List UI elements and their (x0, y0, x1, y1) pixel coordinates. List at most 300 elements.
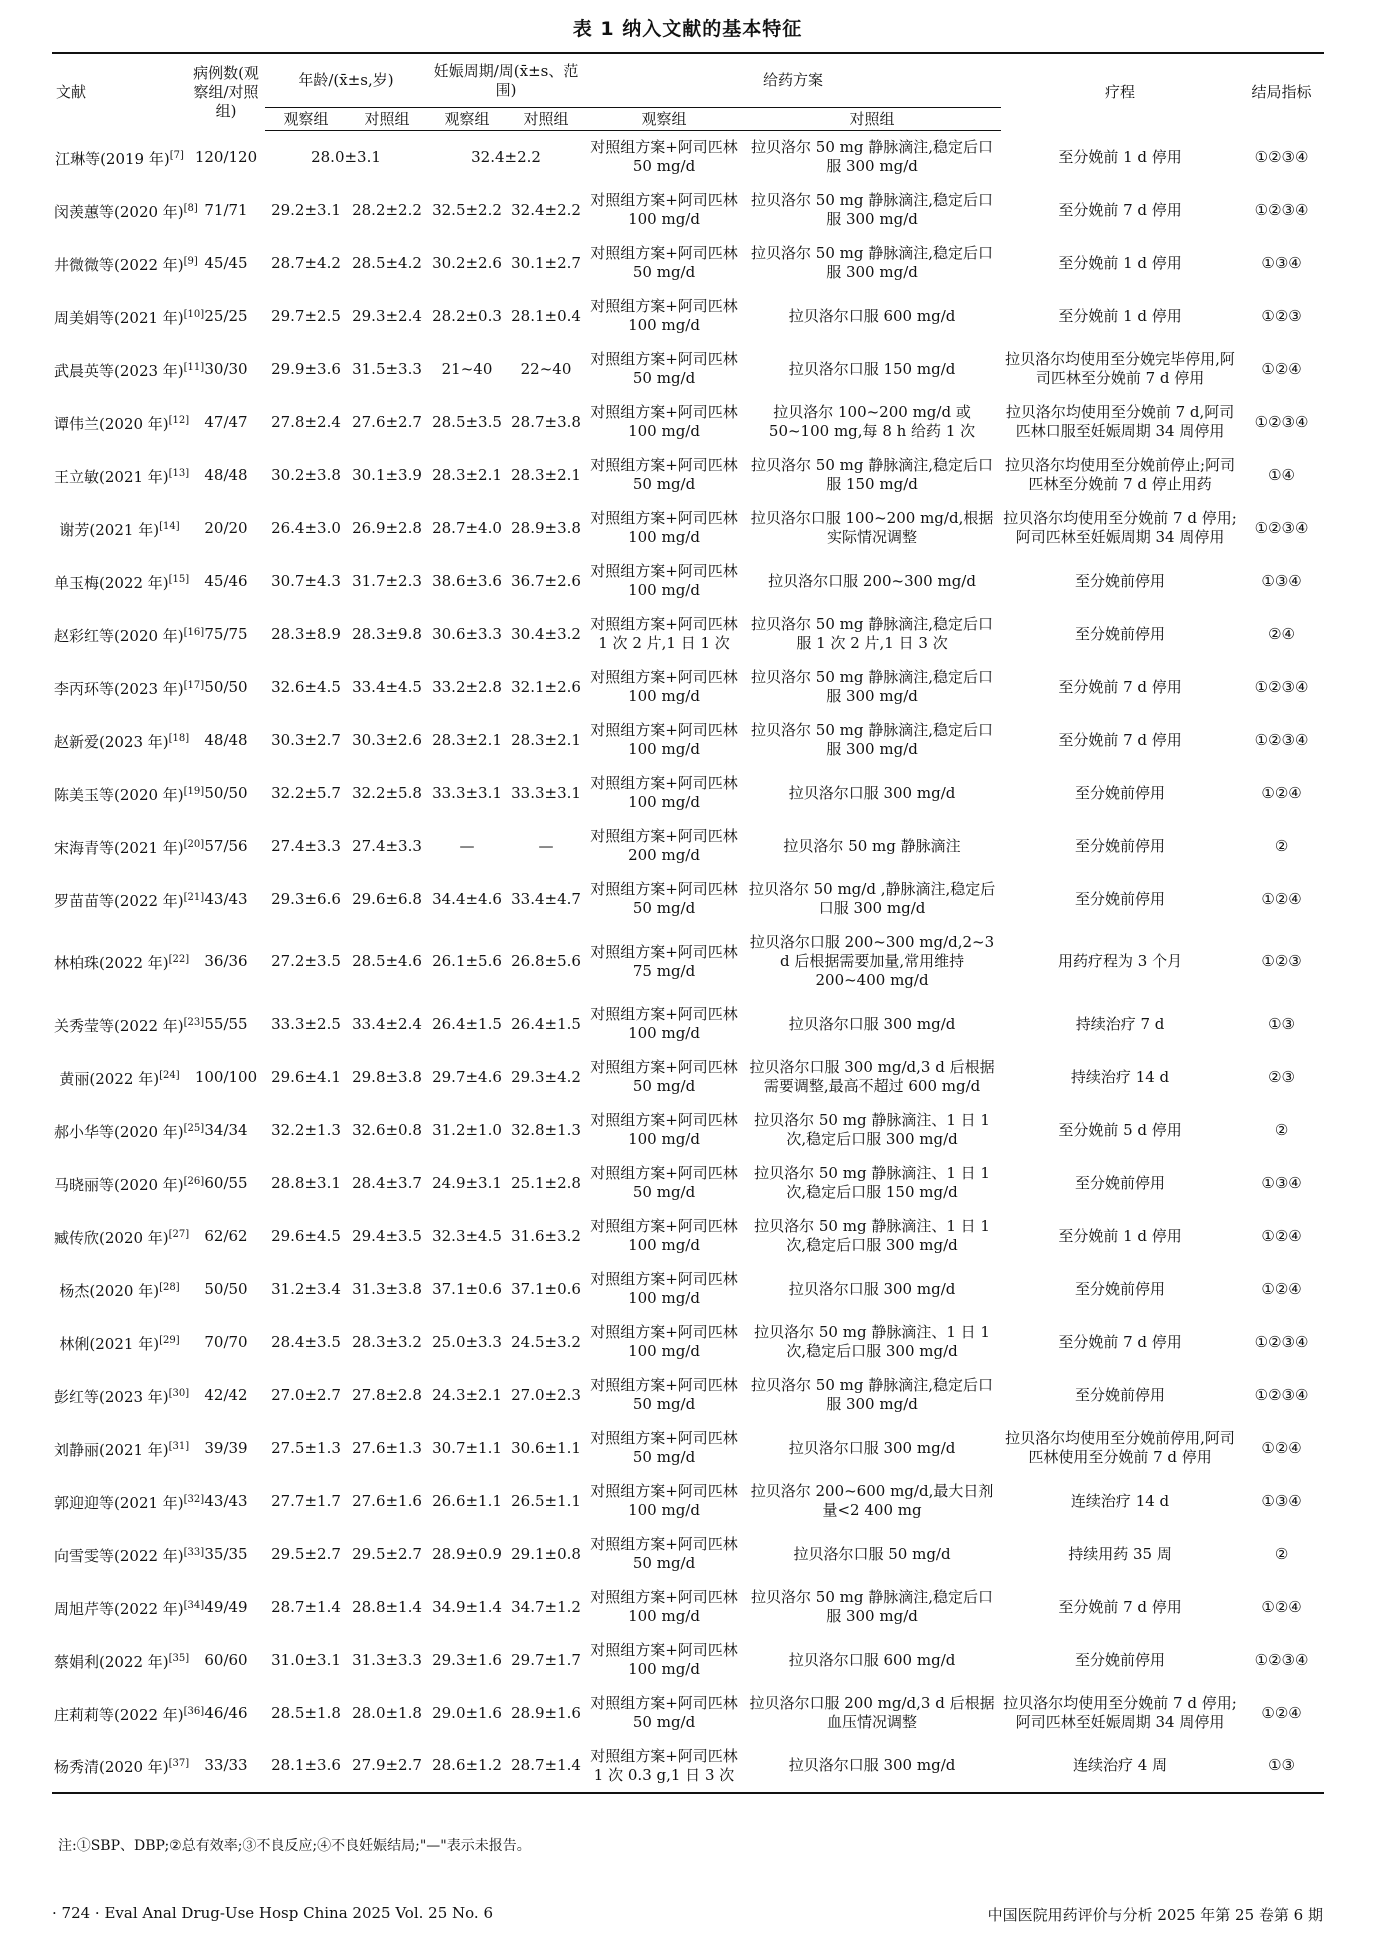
ref-citation: [37] (168, 1758, 190, 1769)
gest-ctrl-cell: 26.5±1.1 (511, 1491, 581, 1510)
ref-name: 王立敏(2021 年) (54, 467, 169, 486)
course-cell: 至分娩前停用 (1075, 1279, 1166, 1298)
ref-name: 杨杰(2020 年) (59, 1281, 160, 1300)
outcome-cell: ①②③④ (1254, 730, 1309, 749)
table-row (52, 502, 1324, 555)
outcome-cell: ①②④ (1261, 1703, 1302, 1722)
ref-cell (52, 1740, 190, 1793)
ref-name: 宋海青等(2021 年) (54, 838, 184, 857)
ref-name: 关秀莹等(2022 年) (54, 1016, 184, 1035)
regimen-obs-cell: 对照组方案+阿司匹林 100 mg/d (590, 562, 738, 599)
ref-name: 单玉梅(2022 年) (54, 573, 169, 592)
regimen-ctrl-cell: 拉贝洛尔口服 200 mg/d,3 d 后根据血压情况调整 (749, 1694, 995, 1731)
gest-obs-cell: 30.6±3.3 (432, 624, 502, 643)
cases-cell: 42/42 (204, 1385, 248, 1404)
table-row (52, 873, 1324, 926)
gest-obs-cell: 32.5±2.2 (432, 200, 502, 219)
age-ctrl-cell: 27.6±1.3 (352, 1438, 422, 1457)
age-obs-cell: 28.7±4.2 (271, 253, 341, 272)
table-row (52, 184, 1324, 237)
regimen-obs-cell: 对照组方案+阿司匹林 100 mg/d (590, 1005, 738, 1042)
age-ctrl-cell: 29.5±2.7 (352, 1544, 422, 1563)
characteristics-table (52, 52, 1324, 1794)
cases-cell: 45/45 (204, 253, 248, 272)
gest-obs-cell: 28.3±2.1 (432, 465, 502, 484)
age-ctrl-cell: 29.3±2.4 (352, 306, 422, 325)
regimen-obs-cell: 对照组方案+阿司匹林 50 mg/d (590, 880, 738, 917)
course-cell: 拉贝洛尔均使用至分娩前停止;阿司匹林至分娩前 7 d 停止用药 (1005, 456, 1236, 493)
outcome-cell: ①②③ (1261, 952, 1302, 970)
outcome-cell: ①②③④ (1254, 412, 1309, 431)
table-row (52, 820, 1324, 873)
regimen-obs-cell: 对照组方案+阿司匹林 100 mg/d (590, 721, 738, 758)
regimen-ctrl-cell: 拉贝洛尔口服 600 mg/d (788, 1650, 956, 1669)
gest-ctrl-cell: 30.1±2.7 (511, 253, 581, 272)
header-regimen-ctrl: 对照组 (743, 108, 1001, 131)
ref-citation: [22] (168, 954, 190, 965)
ref-cell (52, 873, 205, 926)
ref-citation: [25] (183, 1122, 205, 1134)
regimen-ctrl-cell: 拉贝洛尔 50 mg 静脉滴注,稳定后口服 300 mg/d (751, 668, 994, 705)
ref-cell (52, 290, 205, 343)
gest-ctrl-cell: 29.1±0.8 (511, 1544, 581, 1563)
age-obs-cell: 29.9±3.6 (271, 359, 341, 378)
course-cell: 至分娩前停用 (1075, 571, 1166, 590)
table-row (52, 1051, 1324, 1104)
course-cell: 连续治疗 4 周 (1001, 1740, 1239, 1793)
regimen-ctrl-cell: 拉贝洛尔口服 300 mg/d (788, 783, 956, 802)
table-row (52, 1104, 1324, 1157)
gest-ctrl-cell: 29.3±4.2 (511, 1067, 581, 1086)
ref-cell (52, 661, 205, 714)
outcome-cell: ①③ (1239, 1740, 1324, 1793)
cases-cell: 57/56 (204, 836, 248, 855)
regimen-obs-cell: 对照组方案+阿司匹林 100 mg/d (590, 191, 738, 228)
ref-name: 武晨英等(2023 年) (54, 361, 184, 380)
regimen-ctrl-cell: 拉贝洛尔 50 mg 静脉滴注,稳定后口服 1 次 2 片,1 日 3 次 (751, 615, 994, 652)
outcome-cell: ①②③④ (1254, 147, 1309, 166)
ref-name: 井微微等(2022 年) (54, 255, 184, 274)
age-ctrl-cell: 28.4±3.7 (352, 1173, 422, 1192)
outcome-cell: ② (1274, 1120, 1289, 1139)
ref-citation: [23] (183, 1016, 205, 1028)
gest-obs-cell: 26.6±1.1 (432, 1491, 502, 1510)
ref-cell (52, 131, 187, 184)
age-ctrl-cell: 33.4±4.5 (352, 677, 422, 696)
gest-obs-cell: 28.3±2.1 (432, 730, 502, 749)
gest-obs-cell: 34.9±1.4 (432, 1597, 502, 1616)
table-note: 注:①SBP、DBP;②总有效率;③不良反应;④不良妊娠结局;"—"表示未报告。 (58, 1838, 531, 1854)
regimen-ctrl-cell: 拉贝洛尔口服 150 mg/d (788, 359, 956, 378)
ref-name: 臧传欣(2020 年) (54, 1228, 169, 1247)
course-cell: 拉贝洛尔均使用至分娩前 7 d,阿司匹林口服至妊娠周期 34 周停用 (1005, 403, 1235, 440)
cases-cell: 34/34 (204, 1120, 248, 1139)
ref-cell (52, 820, 205, 873)
ref-cell (52, 1634, 190, 1687)
gest-ctrl-cell: 28.7±3.8 (511, 412, 581, 431)
table-row (52, 1369, 1324, 1422)
ref-citation: [27] (168, 1228, 190, 1240)
cases-cell: 43/43 (204, 1491, 248, 1510)
age-ctrl-cell: 27.8±2.8 (352, 1385, 422, 1404)
gest-ctrl-cell: 28.3±2.1 (511, 465, 581, 484)
ref-cell (52, 998, 205, 1051)
outcome-cell: ② (1274, 1544, 1289, 1563)
gest-ctrl-cell: 26.8±5.6 (511, 952, 581, 970)
cases-cell: 36/36 (204, 952, 248, 970)
gest-obs-cell: 29.7±4.6 (432, 1067, 502, 1086)
table-row (52, 396, 1324, 449)
regimen-ctrl-cell: 拉贝洛尔口服 300 mg/d,3 d 后根据需要调整,最高不超过 600 mg/d (749, 1058, 995, 1095)
age-ctrl-cell: 32.2±5.8 (352, 783, 422, 802)
age-obs-cell: 29.6±4.1 (271, 1067, 341, 1086)
age-obs-cell: 29.2±3.1 (271, 200, 341, 219)
course-cell: 持续治疗 7 d (1075, 1014, 1165, 1033)
regimen-ctrl-cell: 拉贝洛尔 50 mg 静脉滴注、1 日 1 次,稳定后口服 300 mg/d (754, 1323, 990, 1360)
course-cell: 用药疗程为 3 个月 (1058, 952, 1183, 970)
gest-obs-cell: 33.3±3.1 (432, 783, 502, 802)
ref-cell (52, 1422, 190, 1475)
ref-citation: [33] (183, 1546, 205, 1558)
course-cell: 至分娩前停用 (1075, 783, 1166, 802)
age-ctrl-cell: 27.4±3.3 (352, 836, 422, 855)
gest-ctrl-cell: 22~40 (520, 359, 572, 378)
age-ctrl-cell: 28.3±3.2 (352, 1332, 422, 1351)
gest-ctrl-cell: 30.6±1.1 (511, 1438, 581, 1457)
age-ctrl-cell: 29.8±3.8 (352, 1067, 422, 1086)
regimen-obs-cell: 对照组方案+阿司匹林 100 mg/d (590, 1111, 738, 1148)
outcome-cell: ①②④ (1261, 1438, 1302, 1457)
gest-obs-cell: 30.2±2.6 (432, 253, 502, 272)
age-obs-cell: 28.1±3.6 (265, 1740, 347, 1793)
gest-obs-cell: 33.2±2.8 (432, 677, 502, 696)
age-obs-cell: 29.3±6.6 (271, 889, 341, 908)
ref-name: 彭红等(2023 年) (54, 1387, 169, 1406)
gest-ctrl-cell: 28.9±1.6 (511, 1703, 581, 1722)
cases-cell: 100/100 (194, 1067, 258, 1086)
gest-obs-cell: 25.0±3.3 (432, 1332, 502, 1351)
regimen-obs-cell: 对照组方案+阿司匹林 50 mg/d (590, 1058, 738, 1095)
ref-citation: [31] (168, 1440, 190, 1452)
course-cell: 至分娩前 1 d 停用 (1058, 147, 1182, 166)
footer-right: 中国医院用药评价与分析 2025 年第 25 卷第 6 期 (987, 1906, 1323, 1924)
table-row (52, 926, 1324, 998)
cases-cell: 35/35 (204, 1544, 248, 1563)
gest-ctrl-cell: 26.4±1.5 (511, 1014, 581, 1033)
gest-ctrl-cell: 37.1±0.6 (511, 1279, 581, 1298)
gest-obs-cell: 28.9±0.9 (432, 1544, 502, 1563)
course-cell: 至分娩前 5 d 停用 (1058, 1120, 1182, 1139)
age-ctrl-cell: 30.3±2.6 (352, 730, 422, 749)
regimen-ctrl-cell: 拉贝洛尔 50 mg 静脉滴注,稳定后口服 300 mg/d (751, 1588, 994, 1625)
ref-cell (52, 767, 205, 820)
ref-cell (52, 1157, 205, 1210)
regimen-obs-cell: 对照组方案+阿司匹林 50 mg/d (590, 350, 738, 387)
course-cell: 连续治疗 14 d (1070, 1491, 1170, 1510)
course-cell: 至分娩前 1 d 停用 (1058, 253, 1182, 272)
regimen-ctrl-cell: 拉贝洛尔口服 600 mg/d (788, 306, 956, 325)
outcome-cell: ①②③④ (1254, 1650, 1309, 1669)
gest-obs-cell: 31.2±1.0 (432, 1120, 502, 1139)
header-ref: 文献 (52, 53, 187, 131)
regimen-ctrl-cell: 拉贝洛尔 50 mg 静脉滴注,稳定后口服 300 mg/d (751, 721, 994, 758)
outcome-cell: ①③④ (1261, 253, 1302, 272)
ref-name: 谭伟兰(2020 年) (54, 414, 169, 433)
table-row (52, 1581, 1324, 1634)
age-ctrl-cell: 29.6±6.8 (352, 889, 422, 908)
age-ctrl-cell: 33.4±2.4 (352, 1014, 422, 1033)
outcome-cell: ①②③④ (1254, 1385, 1309, 1404)
age-obs-cell: 27.8±2.4 (271, 412, 341, 431)
regimen-obs-cell: 对照组方案+阿司匹林 50 mg/d (590, 138, 738, 176)
ref-citation: [12] (168, 414, 190, 426)
age-ctrl-cell: 31.7±2.3 (352, 571, 422, 590)
table-row (52, 1687, 1324, 1740)
regimen-obs-cell: 对照组方案+阿司匹林 50 mg/d (590, 1535, 738, 1572)
gest-ctrl-cell: 28.1±0.4 (511, 306, 581, 325)
outcome-cell: ②④ (1268, 624, 1295, 643)
cases-cell: 48/48 (204, 730, 248, 749)
age-obs-cell: 30.2±3.8 (271, 465, 341, 484)
table-body (52, 131, 1324, 1793)
age-ctrl-cell: 28.2±2.2 (352, 200, 422, 219)
outcome-cell: ①②③ (1261, 306, 1302, 325)
cases-cell: 70/70 (204, 1332, 248, 1351)
gest-obs-cell: 38.6±3.6 (432, 571, 502, 590)
ref-citation: [19] (183, 785, 205, 797)
age-obs-cell: 27.0±2.7 (271, 1385, 341, 1404)
gest-obs-cell: 28.7±4.0 (432, 518, 502, 537)
gest-obs-cell: 34.4±4.6 (432, 889, 502, 908)
age-ctrl-cell: 28.5±4.6 (352, 952, 422, 970)
age-ctrl-cell: 28.5±4.2 (352, 253, 422, 272)
ref-citation: [36] (183, 1705, 205, 1717)
gest-obs-cell: 37.1±0.6 (432, 1279, 502, 1298)
gest-obs-cell: 28.6±1.2 (427, 1740, 507, 1793)
ref-cell (52, 1369, 190, 1422)
age-ctrl-cell: 27.6±1.6 (352, 1491, 422, 1510)
regimen-ctrl-cell: 拉贝洛尔口服 300 mg/d (788, 1279, 956, 1298)
regimen-obs-cell: 对照组方案+阿司匹林 50 mg/d (590, 1429, 738, 1466)
ref-cell (52, 396, 190, 449)
age-obs-cell: 27.2±3.5 (271, 952, 341, 970)
gest-ctrl-cell: 32.8±1.3 (511, 1120, 581, 1139)
table-row (52, 1210, 1324, 1263)
ref-cell (52, 449, 190, 502)
header-age-ctrl: 对照组 (347, 108, 427, 131)
age-ctrl-cell: 28.0±1.8 (352, 1703, 422, 1722)
ref-citation: [11] (183, 361, 205, 373)
ref-cell (52, 1104, 205, 1157)
regimen-ctrl-cell: 拉贝洛尔口服 300 mg/d (788, 1438, 956, 1457)
age-obs-cell: 32.6±4.5 (271, 677, 341, 696)
ref-citation: [17] (183, 679, 205, 691)
cases-cell: 62/62 (204, 1226, 248, 1245)
cases-cell: 43/43 (204, 889, 248, 908)
age-obs-cell: 28.5±1.8 (271, 1703, 341, 1722)
cases-cell: 25/25 (204, 306, 248, 325)
course-cell: 持续治疗 14 d (1070, 1067, 1170, 1086)
outcome-cell: ①③④ (1261, 1491, 1302, 1510)
table-row (52, 1634, 1324, 1687)
age-obs-cell: 31.0±3.1 (271, 1650, 341, 1669)
regimen-ctrl-cell: 拉贝洛尔口服 300 mg/d (788, 1014, 956, 1033)
regimen-ctrl-cell: 拉贝洛尔 100~200 mg/d 或 50~100 mg,每 8 h 给药 1 次 (768, 403, 976, 440)
gest-obs-cell: 29.0±1.6 (432, 1703, 502, 1722)
gest-obs-cell: 26.1±5.6 (432, 952, 502, 970)
gest-ctrl-cell: 28.9±3.8 (511, 518, 581, 537)
course-cell: 拉贝洛尔均使用至分娩前 7 d 停用;阿司匹林至妊娠周期 34 周停用 (1003, 509, 1237, 546)
regimen-obs-cell: 对照组方案+阿司匹林 1 次 0.3 g,1 日 3 次 (585, 1740, 743, 1793)
table-row (52, 1740, 1324, 1793)
outcome-cell: ①②④ (1261, 1597, 1302, 1616)
table-title: 表 1 纳入文献的基本特征 (572, 18, 803, 40)
cases-cell: 60/60 (204, 1650, 248, 1669)
course-cell: 至分娩前停用 (1075, 889, 1166, 908)
cases-cell: 50/50 (204, 783, 248, 802)
header-gest-ctrl: 对照组 (507, 108, 585, 131)
ref-name: 向雪雯等(2022 年) (54, 1546, 184, 1565)
age-cell: 28.0±3.1 (311, 147, 381, 166)
cases-cell: 20/20 (204, 518, 248, 537)
outcome-cell: ①②④ (1261, 359, 1302, 378)
cases-cell: 45/46 (204, 571, 248, 590)
gest-ctrl-cell: 28.7±1.4 (507, 1740, 585, 1793)
ref-citation: [13] (168, 467, 190, 479)
ref-citation: [10] (183, 308, 205, 320)
ref-citation: [29] (159, 1334, 180, 1346)
gest-ctrl-cell: 33.3±3.1 (511, 783, 581, 802)
age-obs-cell: 28.8±3.1 (271, 1173, 341, 1192)
gest-obs-cell: — (459, 836, 475, 855)
gest-ctrl-cell: 33.4±4.7 (511, 889, 581, 908)
regimen-ctrl-cell: 拉贝洛尔 50 mg 静脉滴注,稳定后口服 300 mg/d (751, 244, 994, 281)
gest-ctrl-cell: 28.3±2.1 (511, 730, 581, 749)
table-row (52, 1316, 1324, 1369)
ref-citation: [26] (183, 1175, 205, 1187)
regimen-obs-cell: 对照组方案+阿司匹林 100 mg/d (590, 1641, 738, 1678)
age-obs-cell: 26.4±3.0 (271, 518, 341, 537)
regimen-ctrl-cell: 拉贝洛尔口服 300 mg/d (743, 1740, 1001, 1793)
ref-name: 刘静丽(2021 年) (54, 1440, 169, 1459)
regimen-obs-cell: 对照组方案+阿司匹林 100 mg/d (590, 297, 738, 334)
ref-cell (52, 926, 190, 998)
course-cell: 持续用药 35 周 (1068, 1544, 1172, 1563)
regimen-obs-cell: 对照组方案+阿司匹林 100 mg/d (590, 509, 738, 546)
outcome-cell: ①②③④ (1254, 1332, 1309, 1351)
age-ctrl-cell: 31.3±3.8 (352, 1279, 422, 1298)
age-ctrl-cell: 29.4±3.5 (352, 1226, 422, 1245)
cases-cell: 33/33 (187, 1740, 265, 1793)
outcome-cell: ①③④ (1261, 1173, 1302, 1192)
outcome-cell: ①②③④ (1254, 200, 1309, 219)
regimen-ctrl-cell: 拉贝洛尔 200~600 mg/d,最大日剂量<2 400 mg (750, 1482, 994, 1519)
regimen-obs-cell: 对照组方案+阿司匹林 100 mg/d (590, 1588, 738, 1625)
age-ctrl-cell: 28.8±1.4 (352, 1597, 422, 1616)
ref-citation: [20] (183, 838, 205, 850)
gest-cell: 32.4±2.2 (471, 147, 541, 166)
table-row (52, 1157, 1324, 1210)
course-cell: 至分娩前 1 d 停用 (1058, 306, 1182, 325)
table-row (52, 1528, 1324, 1581)
gest-obs-cell: 24.9±3.1 (432, 1173, 502, 1192)
age-obs-cell: 28.3±8.9 (271, 624, 341, 643)
course-cell: 至分娩前停用 (1075, 1173, 1166, 1192)
ref-cell (52, 1475, 205, 1528)
ref-citation: [9] (183, 255, 198, 267)
ref-cell (52, 343, 205, 396)
gest-ctrl-cell: 31.6±3.2 (511, 1226, 581, 1245)
outcome-cell: ①③④ (1261, 571, 1302, 590)
age-ctrl-cell: 26.9±2.8 (352, 518, 422, 537)
cases-cell: 50/50 (204, 677, 248, 696)
ref-cell (52, 184, 198, 237)
regimen-obs-cell: 对照组方案+阿司匹林 1 次 2 片,1 日 1 次 (590, 615, 738, 652)
age-obs-cell: 32.2±5.7 (271, 783, 341, 802)
ref-name: 林柏珠(2022 年) (54, 954, 169, 972)
ref-cell (52, 555, 190, 608)
ref-citation: [15] (168, 573, 190, 585)
gest-ctrl-cell: 24.5±3.2 (511, 1332, 581, 1351)
header-cases: 病例数(观察组/对照组) (187, 53, 265, 131)
course-cell: 拉贝洛尔均使用至分娩前停用,阿司匹林使用至分娩前 7 d 停用 (1005, 1429, 1235, 1466)
ref-citation: [28] (159, 1281, 180, 1293)
gest-ctrl-cell: 34.7±1.2 (511, 1597, 581, 1616)
age-ctrl-cell: 27.9±2.7 (347, 1740, 427, 1793)
course-cell: 至分娩前 7 d 停用 (1058, 1597, 1182, 1616)
table-row (52, 449, 1324, 502)
ref-citation: [32] (183, 1493, 205, 1505)
ref-name: 谢芳(2021 年) (59, 520, 160, 539)
ref-citation: [30] (168, 1387, 190, 1399)
regimen-obs-cell: 对照组方案+阿司匹林 100 mg/d (590, 668, 738, 705)
age-obs-cell: 28.7±1.4 (271, 1597, 341, 1616)
regimen-ctrl-cell: 拉贝洛尔 50 mg/d ,静脉滴注,稳定后口服 300 mg/d (748, 880, 996, 917)
regimen-obs-cell: 对照组方案+阿司匹林 100 mg/d (590, 1482, 738, 1519)
table-row (52, 237, 1324, 290)
header-gest-obs: 观察组 (427, 108, 507, 131)
header-age-obs: 观察组 (265, 108, 347, 131)
regimen-ctrl-cell: 拉贝洛尔口服 200~300 mg/d (768, 571, 976, 590)
ref-name: 林俐(2021 年) (59, 1334, 160, 1353)
regimen-obs-cell: 对照组方案+阿司匹林 50 mg/d (590, 1694, 738, 1731)
ref-name: 郝小华等(2020 年) (54, 1122, 184, 1141)
table-row (52, 714, 1324, 767)
ref-cell (52, 1051, 187, 1104)
age-obs-cell: 28.4±3.5 (271, 1332, 341, 1351)
regimen-ctrl-cell: 拉贝洛尔 50 mg 静脉滴注,稳定后口服 300 mg/d (751, 191, 994, 228)
ref-name: 周旭芹等(2022 年) (54, 1599, 184, 1618)
course-cell: 至分娩前 7 d 停用 (1058, 200, 1182, 219)
course-cell: 至分娩前停用 (1075, 1385, 1166, 1404)
gest-ctrl-cell: 27.0±2.3 (511, 1385, 581, 1404)
ref-name: 马晓丽等(2020 年) (54, 1175, 184, 1194)
gest-obs-cell: 24.3±2.1 (432, 1385, 502, 1404)
table-row (52, 131, 1324, 184)
regimen-obs-cell: 对照组方案+阿司匹林 100 mg/d (590, 1270, 738, 1307)
outcome-cell: ①②④ (1261, 783, 1302, 802)
regimen-ctrl-cell: 拉贝洛尔 50 mg 静脉滴注、1 日 1 次,稳定后口服 300 mg/d (754, 1217, 990, 1254)
header-outcome: 结局指标 (1239, 53, 1324, 131)
ref-cell (52, 1210, 190, 1263)
course-cell: 拉贝洛尔均使用至分娩完毕停用,阿司匹林至分娩前 7 d 停用 (1005, 350, 1235, 387)
ref-name: 庄莉莉等(2022 年) (54, 1705, 184, 1724)
ref-name: 江琳等(2019 年) (55, 149, 170, 168)
ref-cell (52, 502, 187, 555)
regimen-obs-cell: 对照组方案+阿司匹林 200 mg/d (590, 827, 738, 864)
gest-ctrl-cell: — (538, 836, 554, 855)
age-obs-cell: 27.4±3.3 (271, 836, 341, 855)
